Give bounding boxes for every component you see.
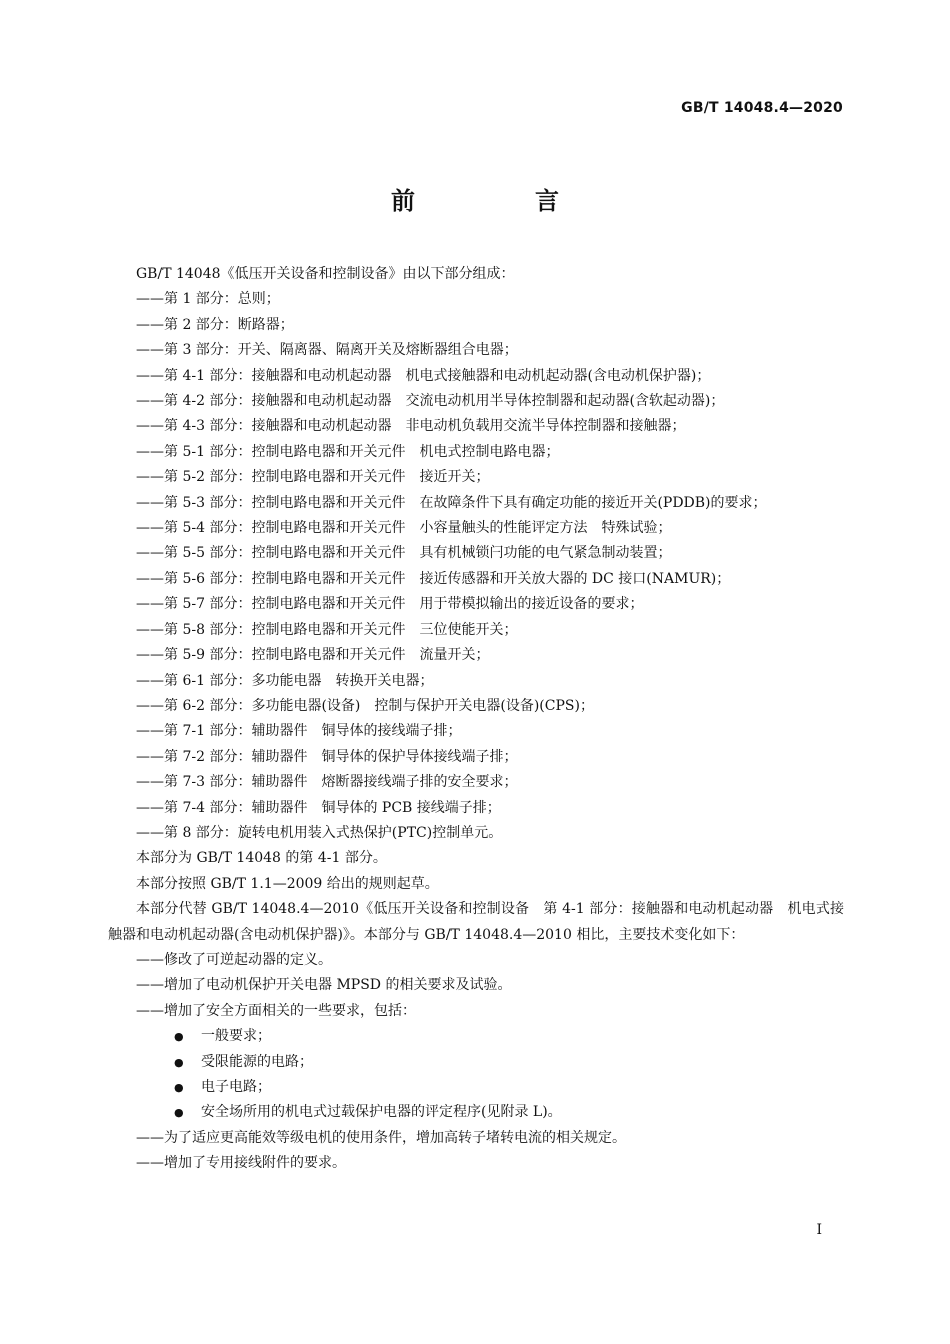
- part-list-item: ——第 8 部分：旋转电机用装入式热保护(PTC)控制单元。: [136, 824, 503, 841]
- part-list-item: ——第 7-1 部分：辅助器件 铜导体的接线端子排；: [136, 723, 462, 740]
- safety-requirements-list: [108, 1024, 844, 1126]
- part-list-item: ——第 6-2 部分：多功能电器(设备) 控制与保护开关电器(设备)(CPS)；: [136, 697, 594, 714]
- part-list-item: ——第 5-6 部分：控制电路电器和开关元件 接近传感器和开关放大器的 DC 接口(NAMUR)；: [136, 570, 731, 587]
- change-item: ——修改了可逆起动器的定义。: [136, 951, 332, 968]
- part-list-item: ——第 6-1 部分：多功能电器 转换开关电器；: [136, 672, 434, 689]
- part-list-item: ——第 5-8 部分：控制电路电器和开关元件 三位使能开关；: [136, 621, 518, 638]
- parts-list: [108, 287, 844, 846]
- part-list-item: ——第 1 部分：总则；: [136, 291, 280, 308]
- part-list-item: ——第 3 部分：开关、隔离器、隔离开关及熔断器组合电器；: [136, 342, 518, 359]
- part-list-item: ——第 7-4 部分：辅助器件 铜导体的 PCB 接线端子排；: [136, 799, 501, 816]
- page-title: 前 言: [391, 187, 607, 215]
- part-list-item: ——第 4-3 部分：接触器和电动机起动器 非电动机负载用交流半导体控制器和接触器；: [136, 418, 686, 435]
- paragraph-part-designation: 本部分为 GB/T 14048 的第 4-1 部分。: [136, 850, 387, 867]
- bullet-item: ● 一般要求；: [174, 1024, 844, 1049]
- change-item: ——为了适应更高能效等级电机的使用条件，增加高转子堵转电流的相关规定。: [136, 1129, 626, 1146]
- bullet-item: ● 电子电路；: [174, 1075, 844, 1100]
- part-list-item: ——第 5-9 部分：控制电路电器和开关元件 流量开关；: [136, 647, 490, 664]
- part-list-item: ——第 4-1 部分：接触器和电动机起动器 机电式接触器和电动机起动器(含电动机保护器)；: [136, 367, 711, 384]
- page-number: I: [816, 1222, 822, 1238]
- part-list-item: ——第 7-2 部分：辅助器件 铜导体的保护导体接线端子排；: [136, 748, 518, 765]
- part-list-item: ——第 5-1 部分：控制电路电器和开关元件 机电式控制电路电器；: [136, 443, 560, 460]
- part-list-item: ——第 5-5 部分：控制电路电器和开关元件 具有机械锁闩功能的电气紧急制动装置；: [136, 545, 672, 562]
- paragraph-replacement: 本部分代替 GB/T 14048.4—2010《低压开关设备和控制设备 第 4-1 部分：接触器和电动机起动器 机电式接触器和电动机起动器(含电动机保护器)》。本部分与 GB/T 14048.4—2010 相比，主要技术变化如下：: [108, 901, 844, 943]
- part-list-item: ——第 4-2 部分：接触器和电动机起动器 交流电动机用半导体控制器和起动器(含软起动器)；: [136, 393, 725, 410]
- bullet-item: ● 安全场所用的机电式过载保护电器的评定程序(见附录 L)。: [174, 1100, 844, 1125]
- change-item: ——增加了安全方面相关的一些要求，包括：: [136, 1002, 416, 1019]
- changes-list: [108, 948, 844, 1024]
- part-list-item: ——第 5-4 部分：控制电路电器和开关元件 小容量触头的性能评定方法 特殊试验；: [136, 520, 672, 537]
- bullet-item: ● 受限能源的电路；: [174, 1050, 844, 1075]
- part-list-item: ——第 5-7 部分：控制电路电器和开关元件 用于带模拟输出的接近设备的要求；: [136, 596, 644, 613]
- standard-number: GB/T 14048.4—2020: [681, 100, 843, 116]
- change-item: ——增加了专用接线附件的要求。: [136, 1155, 346, 1172]
- part-list-item: ——第 7-3 部分：辅助器件 熔断器接线端子排的安全要求；: [136, 774, 518, 791]
- document-body: [108, 262, 844, 1177]
- part-list-item: ——第 5-2 部分：控制电路电器和开关元件 接近开关；: [136, 469, 490, 486]
- paragraph-drafting-rules: 本部分按照 GB/T 1.1—2009 给出的规则起草。: [136, 875, 439, 892]
- changes-list-continued: [108, 1126, 844, 1177]
- part-list-item: ——第 5-3 部分：控制电路电器和开关元件 在故障条件下具有确定功能的接近开关(PDDB)的要求；: [136, 494, 767, 511]
- intro-paragraph: GB/T 14048《低压开关设备和控制设备》由以下部分组成：: [136, 266, 515, 282]
- change-item: ——增加了电动机保护开关电器 MPSD 的相关要求及试验。: [136, 977, 512, 994]
- part-list-item: ——第 2 部分：断路器；: [136, 316, 294, 333]
